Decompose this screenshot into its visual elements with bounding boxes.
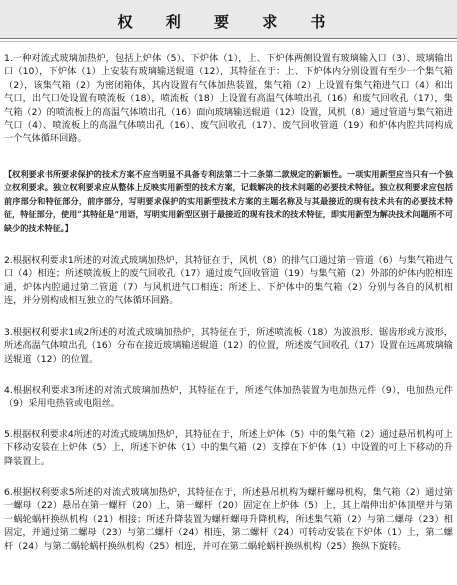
claim-5: 5.根据权利要求4所述的对流式玻璃加热炉，其特征在于，所述上炉体（5）中的集气箱（2）通过悬吊机构可上下移动安装在上炉体（5）上，所述下炉体（1）中的集气箱（2）支撑在下炉体（1）中设置的可上下移动的升降装置上。	[4, 429, 453, 467]
title-rule	[0, 38, 457, 39]
title-rule-secondary	[0, 41, 457, 42]
examiner-note: 【权利要求书所要求保护的技术方案不应当明显不具备专利法第二十二条第二款规定的新颖性。一项实用新型应当只有一个独立权利要求。独立权利要求应从整体上反映实用新型的技术方案，记载解决的技术问题的必要技术特征。独立权利要求应包括前序部分和特征部分，前序部分，写明要求保护的实用新型技术方案的主题名称及与其最接近的现有技术共有的必要技术特征，特征部分，使用“其特征是”用语，写明实用新型区别于最接近的现有技术的技术特征，即实用新型为解决技术问题所不可缺少的技术特征。】	[4, 169, 453, 233]
claim-4: 4.根据权利要求3所述的对流式玻璃加热炉，其特征在于，所述气体加热装置为电加热元件（9），电加热元件（9）采用电热管或电阻丝。	[4, 385, 453, 410]
claim-3: 3.根据权利要求1或2所述的对流式玻璃加热炉，其特征在于，所述喷流板（18）为波浪形、锯齿形或方波形，所述高温气体喷出孔（16）分布在接近玻璃输送辊道（12）的位置，所述废气回收孔（17）设置在远离玻璃输送辊道（12）的位置。	[4, 327, 453, 365]
claim-6: 6.根据权利要求5所述的对流式玻璃加热炉，其特征在于，所述悬吊机构为螺杆螺母机构，集气箱（2）通过第一螺母（22）悬吊在第一螺杆（20）上，第一螺杆（20）固定在上炉体（5）上，其上端伸出炉体顶壁并与第一蜗轮蜗杆换纵机构（21）相接；所述升降装置为螺杆螺母升降机构，所述集气箱（2）与第二螺母（23）相固定，并通过第二螺母（23）与第二螺杆（24）相连，第二螺杆（24）可转动安装在下炉体（1）上，第二螺杆（24）与第二蜗轮蜗杆换纵机构（25）相连，并可在第二蜗轮蜗杆换纵机构（25）换纵下旋转。	[4, 487, 453, 552]
claim-1: 1.一种对流式玻璃加热炉，包括上炉体（5）、下炉体（1），上、下炉体两侧设置有玻璃输入口（3）、玻璃输出口（10），下炉体（1）上安装有玻璃输送辊道（12），其特征在于：上、下炉体内分别设置有至少一个集气箱（2），该集气箱（2）为密闭箱体，其内设置有气体加热装置，集气箱（2）上设置有集气箱进气口（4）和出气口，出气口处设置有喷流板（18），喷流板（18）上设置有高温气体喷出孔（16）和废气回收孔（17），集气箱（2）的喷流板上的高温气体喷出孔（16）面向玻璃输送辊道（12）设置，风机（8）通过管道与集气箱进气口（4）、喷流板上的高温气体喷出孔（16）、废气回收孔（17）、废气回收管道（19）和炉体内腔共同构成一个气体循环回路。	[4, 53, 453, 145]
claim-2: 2.根据权利要求1所述的对流式玻璃加热炉，其特征在于，风机（8）的排气口通过第一管道（6）与集气箱进气口（4）相连；所述喷流板上的废气回收孔（17）通过废气回收管道（19）与集气箱（2）外部的炉体内腔相连通，炉体内腔通过第二管道（7）与风机进气口相连；所述上、下炉体中的集气箱（2）分别与各自的风机相连，并分别构成相互独立的气体循环回路。	[4, 255, 453, 307]
title-band	[0, 0, 457, 38]
document-title: 权 利 要 求 书	[117, 13, 340, 31]
